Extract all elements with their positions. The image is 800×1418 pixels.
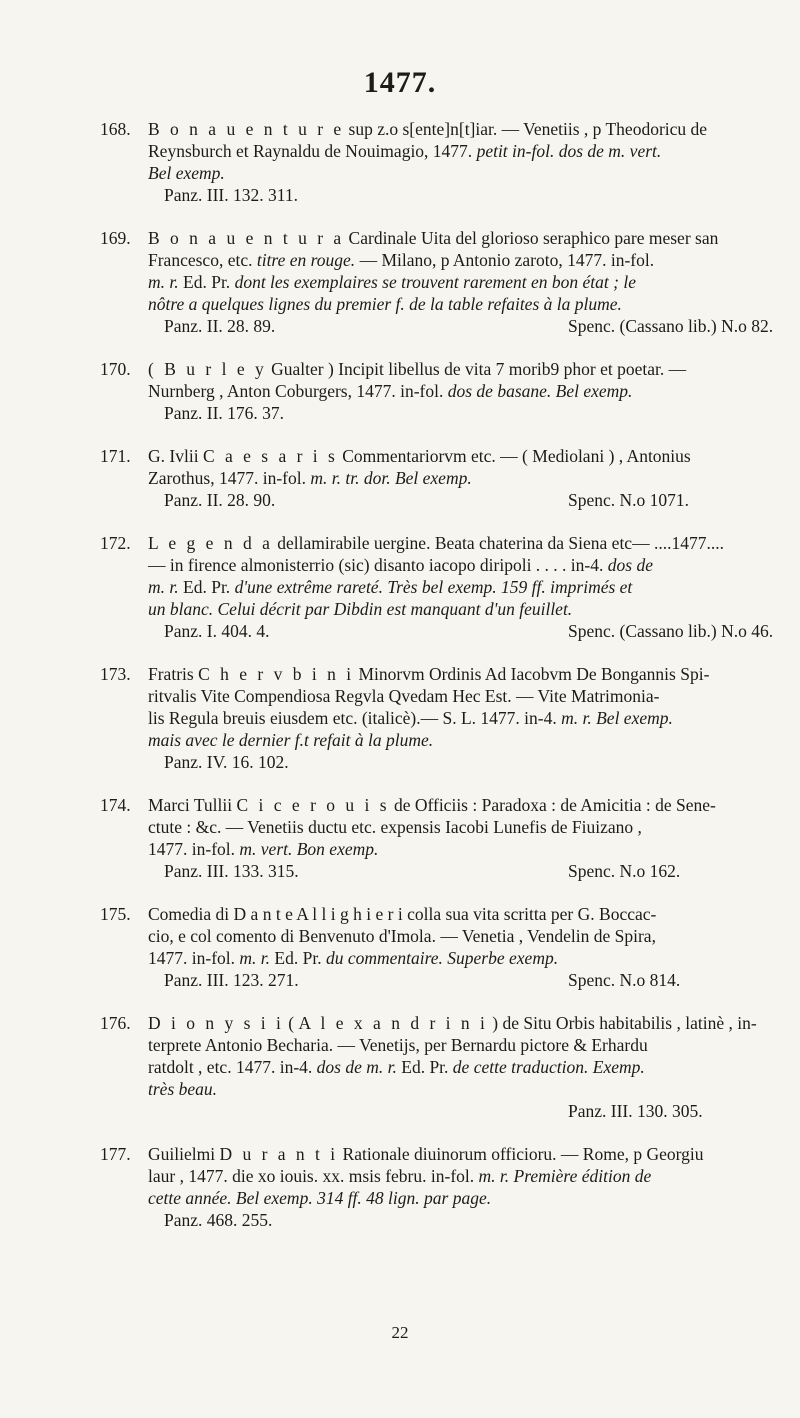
entry-text-segment: Ed. Pr. — [178, 577, 235, 597]
entry-text-segment: mais avec le dernier f.t refait à la plume. — [148, 730, 434, 750]
entry-text-segment: G. Ivlii — [148, 446, 203, 466]
catalogue-entry — [100, 227, 774, 337]
entry-text-line — [148, 445, 760, 467]
entry-number: 169. — [100, 228, 131, 248]
catalogue-entry — [100, 1143, 760, 1231]
entry-number: 170. — [100, 359, 131, 379]
page-number: 22 — [391, 1323, 409, 1342]
entry-text-segment: 1477. in-fol. — [148, 948, 240, 968]
bibliographic-references — [148, 184, 760, 206]
bibliographic-references — [148, 751, 760, 773]
entry-text-segment: terprete Antonio Becharia. — Venetijs, per Bernardu pictore & Erhardu — [148, 1035, 648, 1055]
panzer-reference: Panz. II. 28. 90. — [164, 490, 276, 510]
entry-text-segment: m. r. — [148, 272, 179, 292]
bibliographic-references — [148, 620, 774, 642]
entry-text-segment: Guilielmi — [148, 1144, 220, 1164]
catalogue-entry — [100, 445, 760, 511]
catalogue-entry — [100, 1012, 760, 1122]
entry-text-segment: Commentariorvm etc. — ( Mediolani ) , Antonius — [337, 446, 691, 466]
entry-text-line — [148, 467, 760, 489]
entry-text-line — [148, 162, 760, 184]
entry-text-segment: ( B u r l e y — [148, 359, 267, 379]
entry-text-segment: ) de Situ Orbis habitabilis , latinè , in- — [487, 1013, 757, 1033]
spencer-reference: Panz. III. 130. 305. — [568, 1101, 703, 1121]
catalogue-entry — [100, 794, 760, 882]
entry-text-segment: Fratris — [148, 664, 199, 684]
entry-text-segment: cette année. Bel exemp. 314 ff. 48 lign. par page. — [148, 1188, 492, 1208]
entry-text-segment: ritvalis Vite Compendiosa Regvla Qvedam Hec Est. — Vite Matrimonia- — [148, 686, 660, 706]
entry-text-segment: Marci Tullii — [148, 795, 237, 815]
spencer-reference: Spenc. N.o 162. — [568, 861, 681, 881]
entry-text-line — [148, 947, 760, 969]
entry-text-line — [148, 838, 760, 860]
catalogue-entry — [100, 358, 760, 424]
entry-number: 171. — [100, 446, 131, 466]
spencer-reference: Spenc. (Cassano lib.) N.o 82. — [568, 316, 774, 336]
entry-text-segment: très beau. — [148, 1079, 218, 1099]
catalogue-entry — [100, 903, 760, 991]
entry-text-segment: sup z.o s[ente]n[t]iar. — Venetiis , p Theodoricu de — [344, 119, 708, 139]
entry-text-segment: C a e s a r i s — [202, 446, 338, 466]
panzer-reference — [148, 1101, 164, 1121]
entry-text-line — [148, 1143, 760, 1165]
panzer-reference: Panz. II. 28. 89. — [164, 316, 276, 336]
entry-text-segment: — in firence almonisterrio (sic) disanto iacopo diripoli . . . . in-4. — [148, 555, 608, 575]
entry-text-line — [148, 685, 760, 707]
panzer-reference: Panz. 468. 255. — [164, 1210, 273, 1230]
entry-number: 175. — [100, 904, 131, 924]
page-heading-year: 1477. — [363, 66, 437, 99]
entry-text-segment: nôtre a quelques lignes du premier f. de la table refaites à la plume. — [148, 294, 622, 314]
entry-text-segment: ctute : &c. — Venetiis ductu etc. expensis Iacobi Lunefis de Fiuizano , — [148, 817, 642, 837]
entry-text-segment: petit in-fol. dos de m. vert. — [476, 141, 662, 161]
entry-text-segment: dellamirabile uergine. Beata chaterina da Siena etc— ....1477.... — [272, 533, 724, 553]
entry-text-segment: Francesco, etc. — [148, 250, 257, 270]
entry-text-segment: dos de basane. Bel exemp. — [447, 381, 633, 401]
entry-text-line — [148, 271, 760, 293]
entry-text-line — [148, 227, 760, 249]
entry-text-line — [148, 1012, 760, 1034]
panzer-reference: Panz. III. 123. 271. — [164, 970, 299, 990]
entry-text-line — [148, 1056, 760, 1078]
spencer-reference: Spenc. N.o 1071. — [568, 490, 690, 510]
entry-text-segment: Nurnberg , Anton Coburgers, 1477. in-fol. — [148, 381, 448, 401]
spencer-reference: Spenc. (Cassano lib.) N.o 46. — [568, 621, 774, 641]
entry-text-segment: colla sua vita scritta per G. Boccac- — [402, 904, 657, 924]
entry-number: 176. — [100, 1013, 131, 1033]
entry-text-segment: Gualter ) Incipit libellus de vita 7 morib9 phor et poetar. — — [266, 359, 687, 379]
entry-text-segment: B o n a u e n t u r a — [148, 228, 345, 248]
entry-text-line — [148, 903, 760, 925]
bibliographic-references — [148, 489, 760, 511]
entry-text-segment: ( — [283, 1013, 299, 1033]
entry-text-line — [148, 663, 760, 685]
entry-text-segment: m. r. tr. dor. Bel exemp. — [310, 468, 472, 488]
entry-text-segment: m. r. Première édition de — [478, 1166, 652, 1186]
entry-text-line — [148, 729, 760, 751]
entry-text-line — [148, 816, 760, 838]
entry-text-segment: Ed. Pr. — [270, 948, 326, 968]
entry-text-segment: laur , 1477. die xo iouis. xx. msis febru. in-fol. — [148, 1166, 479, 1186]
entry-text-segment: A l e x a n d r i n i — [298, 1013, 488, 1033]
entry-text-segment: Minorvm Ordinis Ad Iacobvm De Bongannis Spi- — [354, 664, 710, 684]
entry-text-line — [148, 1078, 760, 1100]
panzer-reference: Panz. IV. 16. 102. — [164, 752, 289, 772]
entry-number: 177. — [100, 1144, 131, 1164]
entry-text-line — [148, 1034, 760, 1056]
entry-text-segment: ratdolt , etc. 1477. in-4. — [148, 1057, 317, 1077]
entry-text-line — [148, 118, 760, 140]
entry-text-line — [148, 576, 760, 598]
entry-text-segment: C h e r v b i n i — [198, 664, 355, 684]
entry-text-line — [148, 1187, 760, 1209]
entry-text-segment: de cette traduction. Exemp. — [452, 1057, 645, 1077]
entry-text-line — [148, 794, 760, 816]
entry-text-segment: titre en rouge. — [256, 250, 356, 270]
entry-text-segment: — Milano, p Antonio zaroto, 1477. in-fol. — [355, 250, 655, 270]
entry-text-segment: dos de — [607, 555, 653, 575]
entry-text-segment: d'une extrême rareté. Très bel exemp. 159 ff. imprimés et — [234, 577, 633, 597]
entry-text-segment: de Officiis : Paradoxa : de Amicitia : de Sene- — [389, 795, 716, 815]
entry-list — [100, 118, 774, 1252]
catalogue-entry — [100, 663, 760, 773]
entry-text-segment: lis Regula breuis eiusdem etc. (italicè).— S. L. 1477. in-4. — [148, 708, 562, 728]
entry-text-line — [148, 707, 760, 729]
entry-text-segment: dos de m. r. — [316, 1057, 397, 1077]
entry-text-segment: m. r. — [148, 577, 179, 597]
entry-text-segment: Rationale diuinorum officioru. — Rome, p Georgiu — [338, 1144, 704, 1164]
panzer-reference: Panz. II. 176. 37. — [164, 403, 285, 423]
entry-text-segment: C i c e r o u i s — [236, 795, 390, 815]
panzer-reference: Panz. III. 132. 311. — [164, 185, 298, 205]
entry-text-segment: cio, e col comento di Benvenuto d'Imola. — Venetia , Vendelin de Spira, — [148, 926, 656, 946]
entry-text-segment: Zarothus, 1477. in-fol. — [148, 468, 311, 488]
entry-text-segment: du commentaire. Superbe exemp. — [325, 948, 559, 968]
entry-text-line — [148, 358, 760, 380]
entry-text-segment: un blanc. Celui décrit par Dibdin est manquant d'un feuillet. — [148, 599, 573, 619]
bibliographic-references — [148, 860, 760, 882]
catalogue-entry — [100, 118, 760, 206]
entry-text-segment: Comedia di — [148, 904, 234, 924]
spencer-reference: Spenc. N.o 814. — [568, 970, 681, 990]
entry-text-line — [148, 532, 760, 554]
entry-text-line — [148, 1165, 760, 1187]
entry-number: 172. — [100, 533, 131, 553]
bibliographic-references — [148, 1100, 760, 1122]
entry-number: 168. — [100, 119, 131, 139]
entry-text-line — [148, 140, 760, 162]
panzer-reference: Panz. III. 133. 315. — [164, 861, 299, 881]
entry-text-line — [148, 293, 760, 315]
bibliographic-references — [148, 1209, 760, 1231]
bibliographic-references — [148, 969, 760, 991]
entry-text-segment: Ed. Pr. — [178, 272, 235, 292]
panzer-reference: Panz. I. 404. 4. — [164, 621, 270, 641]
entry-text-segment: m. vert. Bon exemp. — [239, 839, 379, 859]
entry-text-segment: D a n t e A l l i g h i e r i — [233, 904, 403, 924]
entry-text-segment: B o n a u e n t u r e — [148, 119, 345, 139]
bibliographic-references — [148, 402, 760, 424]
entry-text-segment: 1477. in-fol. — [148, 839, 240, 859]
entry-text-segment: D i o n y s i i — [148, 1013, 284, 1033]
entry-text-line — [148, 380, 760, 402]
entry-text-segment: D u r a n t i — [219, 1144, 339, 1164]
entry-text-segment: Cardinale Uita del glorioso seraphico pare meser san — [344, 228, 719, 248]
entry-text-segment: m. r. Bel exemp. — [561, 708, 673, 728]
entry-text-line — [148, 925, 760, 947]
entry-text-segment: m. r. — [239, 948, 271, 968]
entry-number: 173. — [100, 664, 131, 684]
entry-text-line — [148, 598, 760, 620]
entry-text-segment: Ed. Pr. — [396, 1057, 453, 1077]
entry-text-segment: Reynsburch et Raynaldu de Nouimagio, 1477. — [148, 141, 477, 161]
entry-number: 174. — [100, 795, 131, 815]
bibliographic-references — [148, 315, 774, 337]
entry-text-segment: dont les exemplaires se trouvent rarement en bon état ; le — [234, 272, 636, 292]
catalogue-entry — [100, 532, 774, 642]
entry-text-segment: L e g e n d a — [148, 533, 273, 553]
entry-text-line — [148, 554, 760, 576]
entry-text-line — [148, 249, 760, 271]
entry-text-segment: Bel exemp. — [148, 163, 225, 183]
